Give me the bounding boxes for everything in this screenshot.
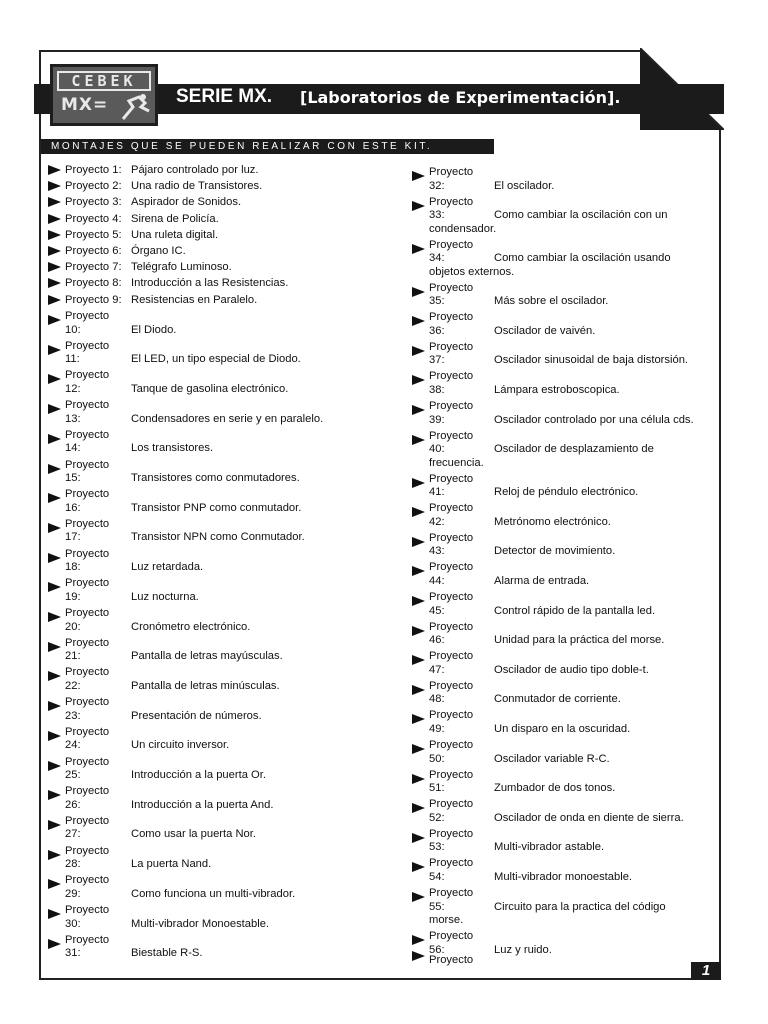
project-label: Proyecto bbox=[65, 725, 110, 738]
project-label: Proyecto bbox=[65, 369, 110, 382]
project-desc: Pantalla de letras minúsculas. bbox=[131, 679, 280, 692]
project-label: Proyecto bbox=[65, 517, 110, 530]
project-number: 53: bbox=[429, 841, 445, 854]
logo-text-top: CEBEK bbox=[57, 71, 151, 91]
project-number: 52: bbox=[429, 811, 445, 824]
project-desc: Oscilador sinusoidal de baja distorsión. bbox=[494, 354, 689, 367]
project-label: Proyecto bbox=[65, 696, 110, 709]
project-number: 14: bbox=[65, 442, 81, 455]
bullet-arrow-icon bbox=[48, 230, 61, 240]
project-desc-continued: morse. bbox=[429, 914, 464, 926]
bullet-arrow-icon bbox=[412, 171, 425, 181]
project-label: Proyecto bbox=[429, 827, 474, 840]
project-desc: Un circuito inversor. bbox=[131, 739, 230, 752]
project-desc: Un disparo en la oscuridad. bbox=[494, 722, 631, 735]
bullet-arrow-icon bbox=[48, 181, 61, 191]
project-label: Proyecto bbox=[429, 709, 474, 722]
bullet-arrow-icon bbox=[48, 246, 61, 256]
runner-icon bbox=[119, 93, 153, 123]
bullet-arrow-icon bbox=[48, 315, 61, 325]
project-number: 18: bbox=[65, 561, 81, 574]
project-number: 29: bbox=[65, 887, 81, 900]
project-label: Proyecto 6: bbox=[65, 245, 122, 257]
project-desc: Condensadores en serie y en paralelo. bbox=[131, 412, 324, 425]
section-title: MONTAJES QUE SE PUEDEN REALIZAR CON ESTE KIT. bbox=[41, 139, 494, 154]
bullet-arrow-icon bbox=[412, 244, 425, 254]
project-desc: Presentación de números. bbox=[131, 709, 262, 722]
project-desc: Sirena de Policía. bbox=[131, 212, 219, 225]
project-label: Proyecto bbox=[429, 281, 474, 294]
project-label: Proyecto bbox=[429, 679, 474, 692]
project-label: Proyecto bbox=[65, 904, 110, 916]
project-label: Proyecto bbox=[429, 400, 474, 412]
project-number: 47: bbox=[429, 663, 445, 676]
bullet-arrow-icon bbox=[412, 596, 425, 606]
bullet-arrow-icon bbox=[412, 478, 425, 488]
project-label: Proyecto bbox=[65, 428, 110, 441]
project-desc: Unidad para la práctica del morse. bbox=[494, 634, 665, 647]
project-number: 35: bbox=[429, 295, 445, 308]
project-desc: Biestable R-S. bbox=[131, 947, 203, 960]
project-number: 55: bbox=[429, 900, 445, 913]
project-label: Proyecto bbox=[65, 636, 110, 649]
project-label: Proyecto bbox=[429, 739, 474, 751]
page-number: 1 bbox=[691, 962, 721, 980]
bullet-arrow-icon bbox=[48, 262, 61, 272]
bullet-arrow-icon bbox=[48, 671, 61, 681]
project-desc-continued: condensador. bbox=[429, 222, 497, 235]
project-desc: Como cambiar la oscilación con un bbox=[494, 209, 668, 222]
project-number: 43: bbox=[429, 545, 445, 558]
project-label: Proyecto bbox=[429, 502, 474, 515]
project-number: 12: bbox=[65, 382, 81, 395]
bullet-arrow-icon bbox=[48, 374, 61, 384]
project-number: 13: bbox=[65, 412, 81, 425]
project-label: Proyecto bbox=[429, 953, 474, 966]
cebek-logo bbox=[50, 64, 158, 126]
project-desc: Como usar la puerta Nor. bbox=[131, 828, 256, 841]
bullet-arrow-icon bbox=[412, 316, 425, 326]
bullet-arrow-icon bbox=[412, 714, 425, 724]
project-desc: Oscilador controlado por una célula cds. bbox=[494, 413, 694, 426]
project-number: 26: bbox=[65, 798, 81, 811]
project-desc: Multi-vibrador Monoestable. bbox=[131, 917, 270, 930]
project-desc: Los transistores. bbox=[131, 442, 214, 455]
bullet-arrow-icon bbox=[48, 642, 61, 652]
project-label: Proyecto bbox=[429, 798, 474, 811]
project-label: Proyecto bbox=[429, 531, 474, 544]
bullet-arrow-icon bbox=[48, 879, 61, 889]
project-number: 42: bbox=[429, 515, 445, 528]
project-label: Proyecto bbox=[65, 399, 110, 412]
project-number: 32: bbox=[429, 179, 445, 192]
project-number: 34: bbox=[429, 252, 445, 265]
project-desc: Circuito para la practica del código bbox=[494, 900, 666, 913]
project-desc: El LED, un tipo especial de Diodo. bbox=[131, 353, 301, 366]
project-desc: Metrónomo electrónico. bbox=[494, 515, 611, 528]
project-number: 19: bbox=[65, 590, 81, 603]
bullet-arrow-icon bbox=[412, 803, 425, 813]
project-desc: Introducción a la puerta And. bbox=[131, 798, 274, 811]
project-label: Proyecto bbox=[65, 666, 110, 679]
project-number: 33: bbox=[429, 209, 445, 222]
bullet-arrow-icon bbox=[48, 909, 61, 919]
bullet-arrow-icon bbox=[412, 405, 425, 415]
project-number: 54: bbox=[429, 870, 445, 883]
bullet-arrow-icon bbox=[48, 701, 61, 711]
bullet-arrow-icon bbox=[412, 744, 425, 754]
bullet-arrow-icon bbox=[48, 582, 61, 592]
project-desc: Reloj de péndulo electrónico. bbox=[494, 486, 639, 499]
bullet-arrow-icon bbox=[48, 820, 61, 830]
project-label: Proyecto bbox=[429, 591, 474, 603]
project-desc: El Diodo. bbox=[131, 323, 177, 336]
project-label: Proyecto 1: bbox=[65, 164, 122, 176]
bullet-arrow-icon bbox=[48, 612, 61, 622]
project-desc: Oscilador de vaivén. bbox=[494, 324, 596, 337]
project-desc: Lámpara estroboscopica. bbox=[494, 383, 620, 396]
bullet-arrow-icon bbox=[412, 685, 425, 695]
bullet-arrow-icon bbox=[412, 507, 425, 517]
project-number: 36: bbox=[429, 324, 445, 337]
project-desc: Oscilador de audio tipo doble-t. bbox=[494, 663, 649, 676]
bullet-arrow-icon bbox=[48, 464, 61, 474]
project-desc: Más sobre el oscilador. bbox=[494, 295, 609, 308]
bullet-arrow-icon bbox=[412, 833, 425, 843]
project-number: 17: bbox=[65, 531, 81, 544]
project-label: Proyecto bbox=[429, 429, 474, 442]
project-desc: Como funciona un multi-vibrador. bbox=[131, 887, 296, 900]
project-label: Proyecto bbox=[65, 310, 110, 322]
project-number: 48: bbox=[429, 693, 445, 706]
project-desc: Pájaro controlado por luz. bbox=[131, 164, 259, 176]
project-desc: Una ruleta digital. bbox=[131, 228, 219, 241]
project-label: Proyecto bbox=[429, 650, 474, 663]
project-number: 10: bbox=[65, 323, 81, 336]
bullet-arrow-icon bbox=[412, 626, 425, 636]
project-desc: Aspirador de Sonidos. bbox=[131, 196, 242, 209]
project-label: Proyecto 9: bbox=[65, 293, 122, 306]
project-label: Proyecto bbox=[65, 458, 110, 471]
bullet-arrow-icon bbox=[412, 566, 425, 576]
project-number: 22: bbox=[65, 679, 81, 692]
bullet-arrow-icon bbox=[412, 201, 425, 211]
project-number: 23: bbox=[65, 709, 81, 722]
bullet-arrow-icon bbox=[48, 523, 61, 533]
project-desc: Una radio de Transistores. bbox=[131, 180, 263, 193]
project-desc: Tanque de gasolina electrónico. bbox=[131, 382, 289, 395]
project-label: Proyecto bbox=[65, 785, 110, 798]
bullet-arrow-icon bbox=[48, 165, 61, 175]
project-desc: El oscilador. bbox=[494, 179, 555, 192]
bullet-arrow-icon bbox=[412, 287, 425, 297]
project-label: Proyecto bbox=[65, 814, 110, 827]
project-number: 45: bbox=[429, 604, 445, 617]
project-number: 40: bbox=[429, 443, 445, 456]
project-desc: Multi-vibrador monoestable. bbox=[494, 870, 633, 883]
project-label: Proyecto bbox=[429, 768, 474, 781]
project-desc: Transistor PNP como conmutador. bbox=[131, 501, 302, 514]
project-label: Proyecto bbox=[429, 340, 474, 353]
bullet-arrow-icon bbox=[48, 790, 61, 800]
project-label: Proyecto 7: bbox=[65, 261, 122, 274]
project-desc: Conmutador de corriente. bbox=[494, 693, 621, 706]
bullet-arrow-icon bbox=[48, 214, 61, 224]
project-number: 37: bbox=[429, 354, 445, 367]
bullet-arrow-icon bbox=[48, 295, 61, 305]
project-label: Proyecto bbox=[429, 887, 474, 899]
bullet-arrow-icon bbox=[48, 345, 61, 355]
bullet-arrow-icon bbox=[412, 537, 425, 547]
project-label: Proyecto bbox=[65, 874, 110, 887]
bullet-arrow-icon bbox=[48, 278, 61, 288]
project-number: 11: bbox=[65, 353, 80, 366]
project-desc: Luz nocturna. bbox=[131, 590, 199, 603]
project-number: 20: bbox=[65, 620, 81, 633]
bullet-arrow-icon bbox=[48, 197, 61, 207]
project-desc: Cronómetro electrónico. bbox=[131, 620, 251, 633]
bullet-arrow-icon bbox=[412, 435, 425, 445]
project-label: Proyecto bbox=[429, 311, 474, 324]
bullet-arrow-icon bbox=[48, 850, 61, 860]
project-number: 46: bbox=[429, 634, 445, 647]
project-desc: Luz y ruido. bbox=[494, 943, 552, 956]
project-number: 24: bbox=[65, 739, 81, 752]
project-label: Proyecto bbox=[429, 561, 474, 574]
project-label: Proyecto 4: bbox=[65, 212, 122, 225]
project-number: 56: bbox=[429, 943, 445, 956]
project-number: 15: bbox=[65, 472, 81, 484]
bullet-arrow-icon bbox=[412, 935, 425, 945]
project-number: 38: bbox=[429, 383, 445, 396]
project-label: Proyecto bbox=[65, 577, 110, 590]
project-number: 39: bbox=[429, 413, 445, 426]
project-desc: Pantalla de letras mayúsculas. bbox=[131, 650, 283, 663]
project-number: 49: bbox=[429, 722, 445, 735]
project-number: 25: bbox=[65, 769, 81, 781]
project-desc: Introducción a la puerta Or. bbox=[131, 769, 266, 781]
project-label: Proyecto bbox=[65, 844, 110, 857]
project-desc: Multi-vibrador astable. bbox=[494, 841, 605, 854]
project-label: Proyecto bbox=[65, 339, 110, 352]
project-label: Proyecto 8: bbox=[65, 277, 122, 290]
bullet-arrow-icon bbox=[48, 761, 61, 771]
bullet-arrow-icon bbox=[48, 731, 61, 741]
project-number: 51: bbox=[429, 782, 445, 795]
project-label: Proyecto bbox=[65, 547, 110, 560]
project-desc: Resistencias en Paralelo. bbox=[131, 293, 258, 306]
project-desc-continued: objetos externos. bbox=[429, 265, 515, 278]
project-desc: Oscilador de desplazamiento de bbox=[494, 443, 654, 456]
bullet-arrow-icon bbox=[412, 892, 425, 902]
project-desc: Como cambiar la oscilación usando bbox=[494, 252, 671, 265]
project-number: 16: bbox=[65, 501, 81, 514]
project-desc: Alarma de entrada. bbox=[494, 574, 590, 587]
project-desc: Oscilador variable R-C. bbox=[494, 752, 610, 765]
bullet-arrow-icon bbox=[412, 346, 425, 356]
bullet-arrow-icon bbox=[48, 404, 61, 414]
project-number: 44: bbox=[429, 574, 445, 587]
project-desc: Zumbador de dos tonos. bbox=[494, 782, 616, 795]
project-label: Proyecto bbox=[429, 370, 474, 383]
bullet-arrow-icon bbox=[48, 434, 61, 444]
bullet-arrow-icon bbox=[412, 774, 425, 784]
project-label: Proyecto bbox=[429, 166, 474, 178]
series-title: SERIE MX. bbox=[176, 86, 273, 107]
project-desc: Transistores como conmutadores. bbox=[131, 472, 300, 484]
bullet-arrow-icon bbox=[412, 951, 425, 961]
project-label: Proyecto bbox=[429, 620, 474, 633]
project-number: 27: bbox=[65, 828, 81, 841]
project-desc: Introducción a las Resistencias. bbox=[131, 277, 289, 290]
project-number: 31: bbox=[65, 947, 81, 960]
logo-text-bottom: MX= bbox=[61, 95, 109, 115]
project-label: Proyecto bbox=[65, 607, 110, 619]
project-desc: Luz retardada. bbox=[131, 561, 204, 574]
project-desc: Control rápido de la pantalla led. bbox=[494, 604, 656, 617]
project-label: Proyecto bbox=[429, 195, 474, 208]
project-label: Proyecto bbox=[65, 933, 110, 946]
project-label: Proyecto 3: bbox=[65, 196, 122, 209]
project-label: Proyecto 2: bbox=[65, 180, 122, 193]
project-label: Proyecto bbox=[429, 930, 474, 942]
project-label: Proyecto bbox=[65, 755, 110, 768]
project-desc: Transistor NPN como Conmutador. bbox=[131, 531, 305, 544]
bullet-arrow-icon bbox=[412, 375, 425, 385]
project-desc: La puerta Nand. bbox=[131, 858, 212, 871]
bullet-arrow-icon bbox=[48, 939, 61, 949]
series-subtitle: [Laboratorios de Experimentación]. bbox=[300, 88, 621, 107]
project-label: Proyecto 5: bbox=[65, 228, 122, 241]
project-desc: Detector de movimiento. bbox=[494, 545, 616, 558]
project-desc: Telégrafo Luminoso. bbox=[131, 261, 232, 274]
project-number: 30: bbox=[65, 917, 81, 930]
project-number: 21: bbox=[65, 650, 81, 663]
project-desc-continued: frecuencia. bbox=[429, 456, 484, 469]
project-label: Proyecto bbox=[65, 488, 110, 501]
project-desc: Oscilador de onda en diente de sierra. bbox=[494, 811, 684, 824]
project-label: Proyecto bbox=[429, 238, 474, 251]
project-label: Proyecto bbox=[429, 857, 474, 870]
bullet-arrow-icon bbox=[48, 553, 61, 563]
bullet-arrow-icon bbox=[412, 655, 425, 665]
project-label: Proyecto bbox=[429, 472, 474, 485]
bullet-arrow-icon bbox=[412, 862, 425, 872]
project-number: 41: bbox=[429, 486, 445, 499]
project-number: 50: bbox=[429, 752, 445, 765]
bullet-arrow-icon bbox=[48, 493, 61, 503]
project-desc: Órgano IC. bbox=[131, 245, 186, 257]
project-number: 28: bbox=[65, 858, 81, 871]
